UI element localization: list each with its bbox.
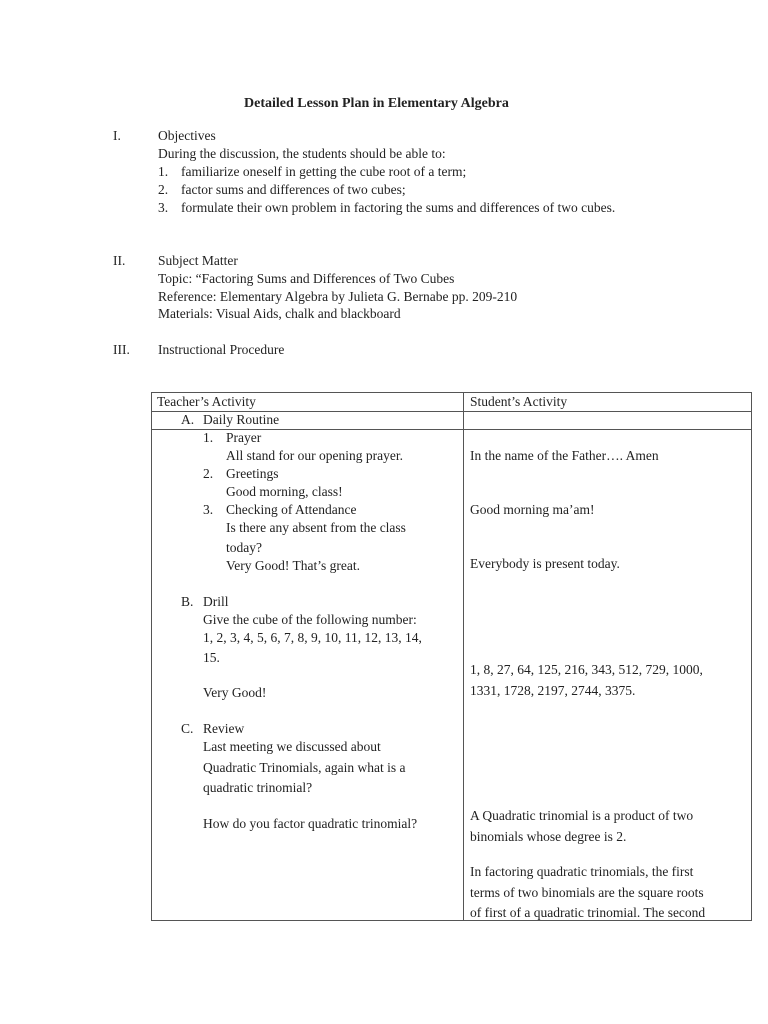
review-question-2: How do you factor quadratic trinomial? <box>203 816 418 831</box>
attendance-line-1: Is there any absent from the class <box>226 520 406 535</box>
objectives-numeral: I. <box>113 128 121 143</box>
greetings-text: Good morning, class! <box>226 484 343 499</box>
subject-matter-numeral: II. <box>113 253 126 268</box>
subject-topic: Topic: “Factoring Sums and Differences of Two Cubes <box>158 271 455 286</box>
attendance-number: 3. <box>203 502 214 517</box>
student-cubes-line-1: 1, 8, 27, 64, 125, 216, 343, 512, 729, 1000, <box>470 662 703 677</box>
page-title: Detailed Lesson Plan in Elementary Algebra <box>244 96 509 111</box>
student-factor-line-3: of first of a quadratic trinomial. The second <box>470 905 706 920</box>
column-divider <box>463 393 464 920</box>
student-cubes-line-2: 1331, 1728, 2197, 2744, 3375. <box>470 683 636 698</box>
student-attendance-response: Everybody is present today. <box>470 556 620 571</box>
objective-3-number: 3. <box>158 200 169 215</box>
daily-routine-label: Daily Routine <box>203 412 280 427</box>
header-student-activity: Student’s Activity <box>470 394 568 409</box>
prayer-label: Prayer <box>226 430 262 445</box>
lesson-table <box>151 392 752 921</box>
subject-matter-heading: Subject Matter <box>158 253 238 268</box>
student-factor-line-1: In factoring quadratic trinomials, the first <box>470 864 694 879</box>
objective-1-text: familiarize oneself in getting the cube root of a term; <box>181 164 467 179</box>
drill-line-1: Give the cube of the following number: <box>203 612 417 627</box>
attendance-line-2: today? <box>226 540 262 555</box>
review-label: Review <box>203 721 245 736</box>
header-teacher-activity: Teacher’s Activity <box>157 394 256 409</box>
review-line-2: Quadratic Trinomials, again what is a <box>203 760 406 775</box>
drill-line-2: 1, 2, 3, 4, 5, 6, 7, 8, 9, 10, 11, 12, 13, 14, <box>203 630 422 645</box>
objective-2-text: factor sums and differences of two cubes; <box>181 182 406 197</box>
subject-reference: Reference: Elementary Algebra by Julieta G. Bernabe pp. 209-210 <box>158 289 518 304</box>
subject-materials: Materials: Visual Aids, chalk and blackboard <box>158 306 401 321</box>
review-line-1: Last meeting we discussed about <box>203 739 381 754</box>
objectives-intro: During the discussion, the students should be able to: <box>158 146 446 161</box>
student-trinomial-line-1: A Quadratic trinomial is a product of two <box>470 808 694 823</box>
prayer-number: 1. <box>203 430 214 445</box>
objective-2-number: 2. <box>158 182 169 197</box>
objective-3-text: formulate their own problem in factoring the sums and differences of two cubes. <box>181 200 616 215</box>
objective-1-number: 1. <box>158 164 169 179</box>
greetings-label: Greetings <box>226 466 279 481</box>
procedure-numeral: III. <box>113 342 130 357</box>
daily-routine-letter: A. <box>181 412 195 427</box>
attendance-line-3: Very Good! That’s great. <box>226 558 360 573</box>
student-prayer-response: In the name of the Father…. Amen <box>470 448 659 463</box>
drill-label: Drill <box>203 594 229 609</box>
drill-praise: Very Good! <box>203 685 267 700</box>
drill-line-3: 15. <box>203 650 220 665</box>
greetings-number: 2. <box>203 466 214 481</box>
drill-letter: B. <box>181 594 194 609</box>
prayer-text: All stand for our opening prayer. <box>226 448 403 463</box>
review-line-3: quadratic trinomial? <box>203 780 313 795</box>
student-factor-line-2: terms of two binomials are the square roots <box>470 885 704 900</box>
objectives-heading: Objectives <box>158 128 216 143</box>
student-trinomial-line-2: binomials whose degree is 2. <box>470 829 627 844</box>
student-greeting-response: Good morning ma’am! <box>470 502 595 517</box>
review-letter: C. <box>181 721 194 736</box>
attendance-label: Checking of Attendance <box>226 502 357 517</box>
procedure-heading: Instructional Procedure <box>158 342 285 357</box>
